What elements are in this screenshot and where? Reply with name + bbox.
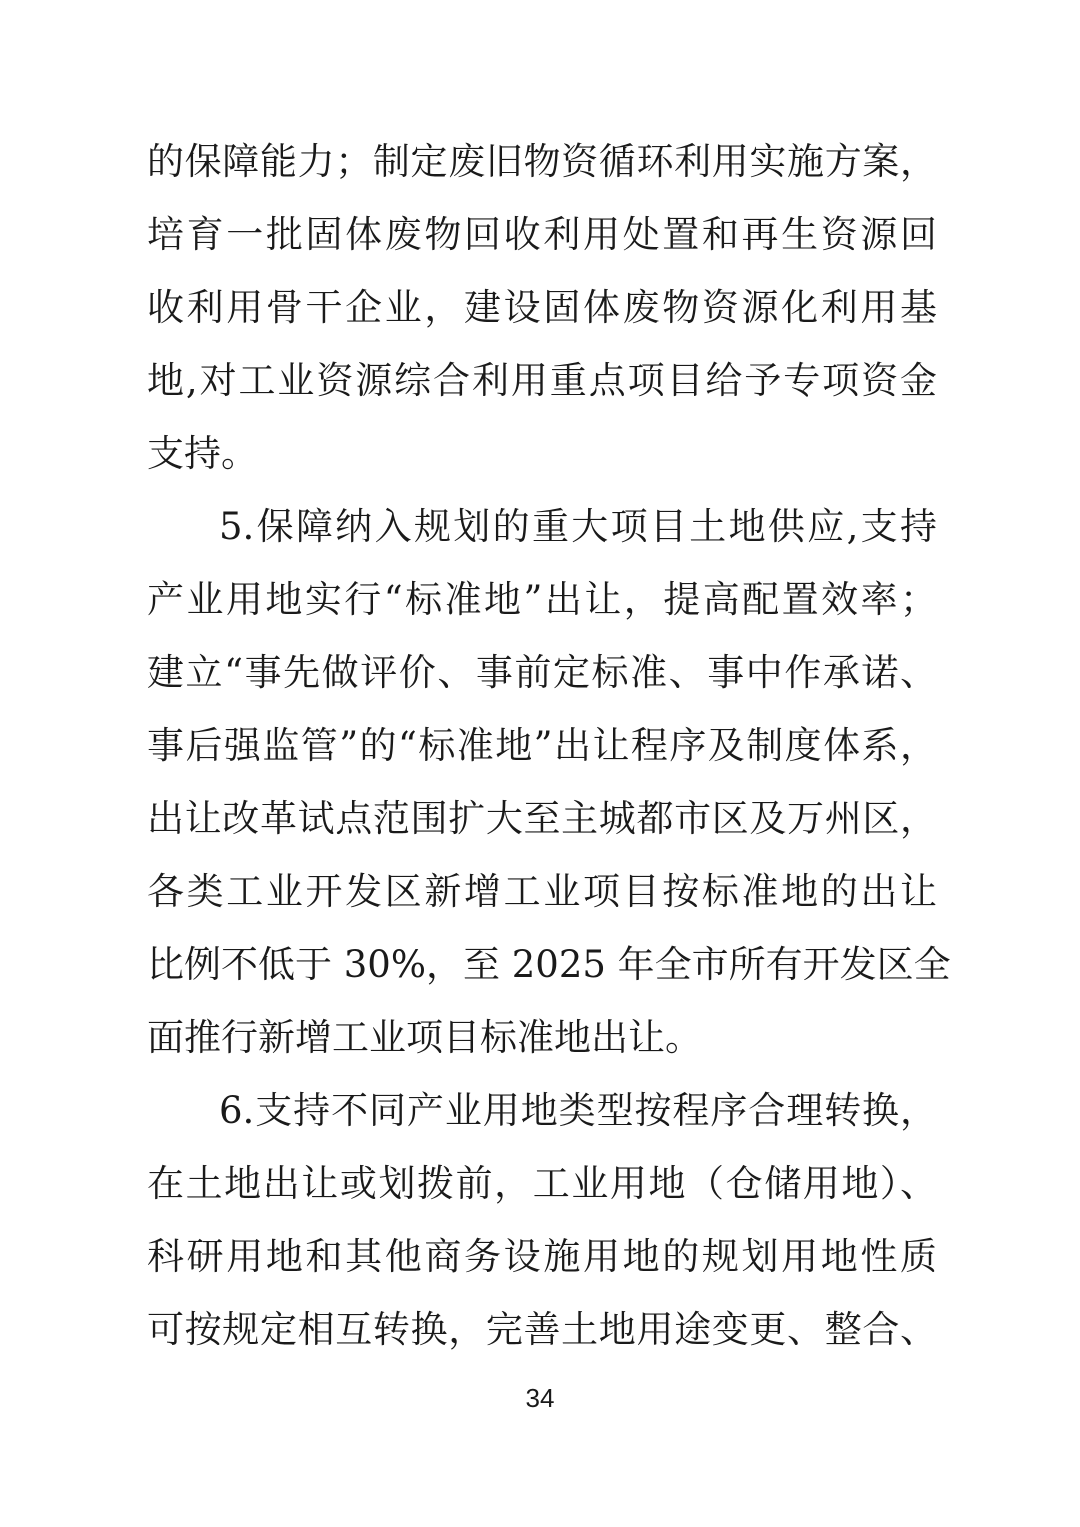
paragraph-item-5: 5.保障纳入规划的重大项目土地供应,支持 — [219, 505, 937, 548]
text-line: 产业用地实行“标准地”出让，提高配置效率； — [147, 578, 937, 621]
text-line: 培育一批固体废物回收利用处置和再生资源回 — [147, 213, 937, 256]
paragraph-item-6: 6.支持不同产业用地类型按程序合理转换， — [219, 1089, 937, 1132]
text-line: 支持。 — [147, 432, 258, 475]
page-number: 34 — [525, 1383, 555, 1413]
text-line: 面推行新增工业项目标准地出让。 — [147, 1016, 702, 1059]
text-line: 在土地出让或划拨前，工业用地（仓储用地）、 — [147, 1162, 937, 1205]
text-line: 可按规定相互转换，完善土地用途变更、整合、 — [147, 1308, 937, 1351]
text-line: 比例不低于 30%，至 2025 年全市所有开发区全 — [147, 943, 951, 986]
text-line: 各类工业开发区新增工业项目按标准地的出让 — [147, 870, 937, 913]
text-line: 的保障能力；制定废旧物资循环利用实施方案， — [147, 140, 937, 183]
text-line: 科研用地和其他商务设施用地的规划用地性质 — [147, 1235, 937, 1278]
text-line: 建立“事先做评价、事前定标准、事中作承诺、 — [147, 651, 937, 694]
text-line: 出让改革试点范围扩大至主城都市区及万州区， — [147, 797, 937, 840]
text-line: 事后强监管”的“标准地”出让程序及制度体系， — [147, 724, 937, 767]
text-line: 地,对工业资源综合利用重点项目给予专项资金 — [147, 359, 937, 402]
text-line: 收利用骨干企业，建设固体废物资源化利用基 — [147, 286, 937, 329]
